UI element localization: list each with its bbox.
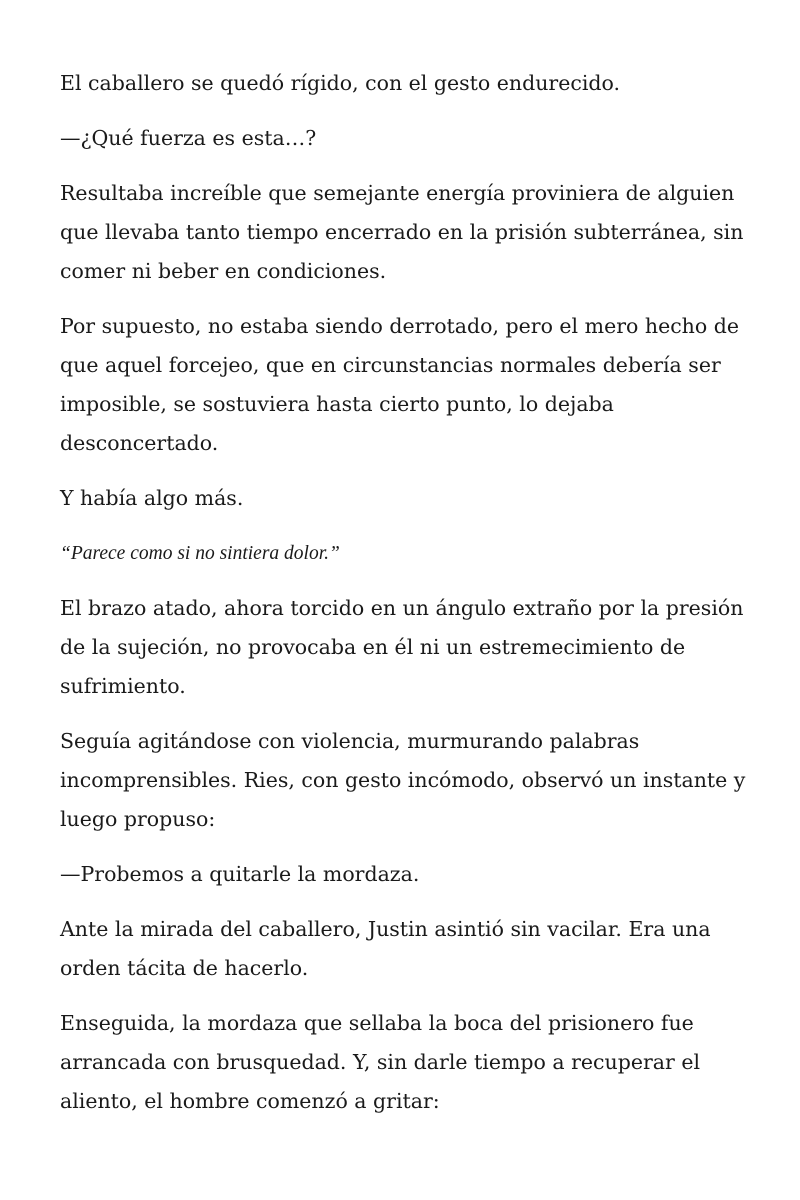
paragraph-3: Resultaba increíble que semejante energía proviniera de alguien que llevaba tanto tiempo encerrado en la prisión subterránea, sin comer ni beber en condiciones. (60, 181, 744, 283)
paragraph-11: Enseguida, la mordaza que sellaba la boca del prisionero fue arrancada con brusquedad. Y, sin darle tiempo a recuperar el aliento, el hombre comenzó a gritar: (60, 1011, 701, 1113)
paragraph-8: Seguía agitándose con violencia, murmurando palabras incomprensibles. Ries, con gesto incómodo, observó un instante y luego propuso: (60, 729, 746, 831)
paragraph-4: Por supuesto, no estaba siendo derrotado, pero el mero hecho de que aquel forcejeo, que en circunstancias normales debería ser imposible, se sostuviera hasta cierto punto, lo dejaba desconcertado. (60, 314, 739, 455)
paragraph-9: —Probemos a quitarle la mordaza. (60, 862, 420, 886)
paragraph-10: Ante la mirada del caballero, Justin asintió sin vacilar. Era una orden tácita de hacerlo. (60, 917, 711, 980)
paragraph-5: Y había algo más. (60, 486, 244, 510)
reading-page (60, 64, 750, 1137)
paragraph-7: El brazo atado, ahora torcido en un ángulo extraño por la presión de la sujeción, no provocaba en él ni un estremecimiento de sufrimiento. (60, 596, 744, 698)
inner-thought-paragraph: “Parece como si no sintiera dolor.” (60, 543, 340, 564)
paragraph-2: —¿Qué fuerza es esta…? (60, 126, 317, 150)
paragraph-1: El caballero se quedó rígido, con el gesto endurecido. (60, 71, 620, 95)
